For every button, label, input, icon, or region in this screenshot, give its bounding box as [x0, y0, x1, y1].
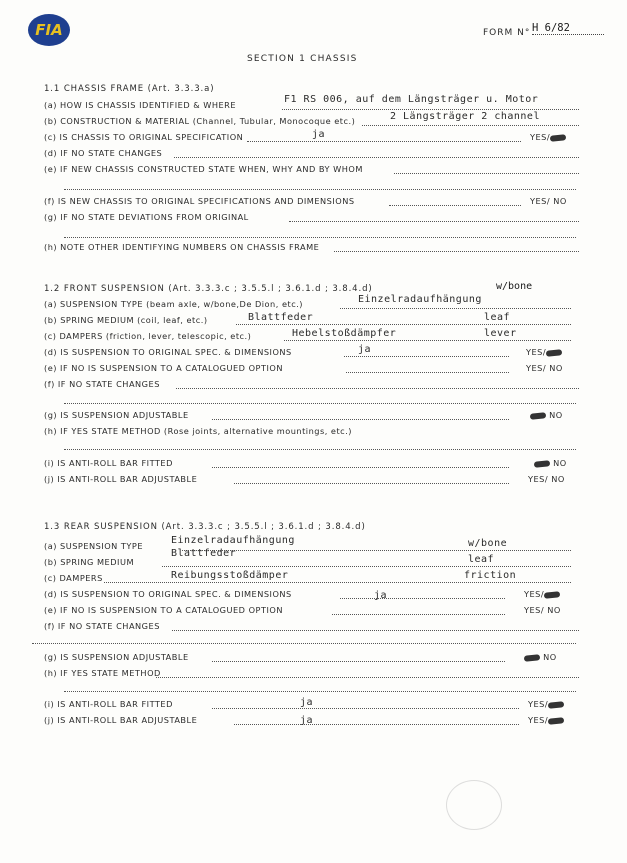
- rear-b-value: Blattfeder: [171, 548, 237, 559]
- section-title: SECTION 1 CHASSIS: [247, 54, 358, 64]
- front-c-value2: lever: [484, 328, 517, 339]
- front-row-j: [44, 474, 579, 486]
- rear-i-yesno: YES/: [528, 699, 564, 709]
- rear-j-value: ja: [300, 715, 314, 726]
- fia-logo-text: FIA: [35, 21, 63, 39]
- front-j-label: (j) IS ANTI-ROLL BAR ADJUSTABLE: [44, 474, 198, 484]
- rear-h-label: (h) IF YES STATE METHOD: [44, 668, 161, 678]
- front-e-yesno: YES/ NO: [526, 363, 563, 373]
- front-a-label: (a) SUSPENSION TYPE (beam axle, w/bone,De Dion, etc.): [44, 299, 303, 309]
- front-i-yesno: NO: [534, 458, 567, 468]
- frame-h-label: (h) NOTE OTHER IDENTIFYING NUMBERS ON CHASSIS FRAME: [44, 242, 320, 252]
- front-e-label: (e) IF NO IS SUSPENSION TO A CATALOGUED OPTION: [44, 363, 283, 373]
- struck-out-no-mark: [546, 349, 563, 357]
- front-b-value: Blattfeder: [248, 312, 314, 323]
- rear-row-b: [44, 548, 579, 569]
- frame-e-continuation: [64, 188, 576, 190]
- rear-row-j: [44, 715, 579, 727]
- front-row-c: [44, 328, 579, 343]
- struck-out-no-mark: [544, 591, 561, 599]
- rear-a-value: Einzelradaufhängung: [171, 535, 295, 546]
- rear-row-h: [44, 668, 579, 680]
- front-h-continuation: [64, 448, 576, 450]
- struck-out-yes-mark: [530, 412, 547, 420]
- rear-row-g: [44, 652, 579, 664]
- front-row-g: [44, 410, 579, 422]
- frame-g-label: (g) IF NO STATE DEVIATIONS FROM ORIGINAL: [44, 212, 249, 222]
- front-i-label: (i) IS ANTI-ROLL BAR FITTED: [44, 458, 173, 468]
- frame-d-label: (d) IF NO STATE CHANGES: [44, 148, 163, 158]
- rear-b-value2: leaf: [468, 554, 495, 565]
- front-d-label: (d) IS SUSPENSION TO ORIGINAL SPEC. & DIMENSIONS: [44, 347, 292, 357]
- faint-stamp: [446, 780, 502, 830]
- front-row-f: [44, 379, 579, 391]
- frame-row-b: [44, 111, 579, 128]
- rear-d-label: (d) IS SUSPENSION TO ORIGINAL SPEC. & DIMENSIONS: [44, 589, 292, 599]
- rear-c-label: (c) DAMPERS: [44, 573, 103, 583]
- front-row-h: [44, 426, 579, 438]
- front-g-yesno: NO: [530, 410, 563, 420]
- frame-a-label: (a) HOW IS CHASSIS IDENTIFIED & WHERE: [44, 100, 237, 110]
- rear-g-yesno: NO: [524, 652, 557, 662]
- front-f-label: (f) IF NO STATE CHANGES: [44, 379, 160, 389]
- front-c-label: (c) DAMPERS (friction, lever, telescopic, etc.): [44, 331, 252, 341]
- rear-h-continuation: [64, 690, 576, 692]
- rear-row-c: [44, 570, 579, 585]
- frame-row-f: [44, 196, 579, 208]
- frame-b-value: 2 Längsträger 2 channel: [390, 111, 540, 122]
- rear-row-f: [44, 621, 579, 633]
- fia-logo: [28, 14, 70, 46]
- front-d-value: ja: [358, 344, 372, 355]
- form-label: FORM N°: [483, 28, 531, 38]
- frame-g-continuation: [64, 236, 576, 238]
- rear-row-e: [44, 605, 579, 617]
- frame-row-h: [44, 242, 579, 254]
- chassis-frame-heading: 1.1 CHASSIS FRAME (Art. 3.3.3.a): [44, 84, 215, 94]
- frame-row-e: [44, 164, 579, 176]
- rear-e-yesno: YES/ NO: [524, 605, 561, 615]
- rear-i-value: ja: [300, 697, 314, 708]
- front-c-value: Hebelstoßdämpfer: [292, 328, 397, 339]
- front-a-value: Einzelradaufhängung: [358, 294, 482, 305]
- struck-out-no-mark: [548, 717, 565, 725]
- rear-a-value2: w/bone: [468, 538, 508, 549]
- front-b-label: (b) SPRING MEDIUM (coil, leaf, etc.): [44, 315, 208, 325]
- frame-row-d: [44, 148, 579, 160]
- rear-c-value2: friction: [464, 570, 517, 581]
- rear-i-label: (i) IS ANTI-ROLL BAR FITTED: [44, 699, 173, 709]
- frame-c-label: (c) IS CHASSIS TO ORIGINAL SPECIFICATION: [44, 132, 244, 142]
- struck-out-yes-mark: [534, 460, 551, 468]
- frame-c-value: ja: [312, 129, 326, 140]
- frame-f-label: (f) IS NEW CHASSIS TO ORIGINAL SPECIFICATIONS AND DIMENSIONS: [44, 196, 355, 206]
- rear-e-label: (e) IF NO IS SUSPENSION TO A CATALOGUED OPTION: [44, 605, 283, 615]
- front-h-label: (h) IF YES STATE METHOD (Rose joints, alternative mountings, etc.): [44, 426, 352, 436]
- form-number-value: [532, 22, 604, 35]
- rear-c-value: Reibungsstoßdämper: [171, 570, 289, 581]
- rear-d-yesno: YES/: [524, 589, 560, 599]
- frame-c-yesno: YES/: [530, 132, 566, 142]
- front-row-b: [44, 312, 579, 327]
- form-number-label: [483, 28, 530, 38]
- rear-g-label: (g) IS SUSPENSION ADJUSTABLE: [44, 652, 189, 662]
- frame-row-g: [44, 212, 579, 224]
- frame-e-label: (e) IF NEW CHASSIS CONSTRUCTED STATE WHEN, WHY AND BY WHOM: [44, 164, 363, 174]
- rear-row-d: [44, 589, 579, 601]
- front-heading-note: w/bone: [496, 281, 533, 292]
- rear-b-label: (b) SPRING MEDIUM: [44, 557, 135, 567]
- front-g-label: (g) IS SUSPENSION ADJUSTABLE: [44, 410, 189, 420]
- front-row-e: [44, 363, 579, 375]
- struck-out-no-mark: [550, 134, 567, 142]
- front-d-yesno: YES/: [526, 347, 562, 357]
- rear-f-label: (f) IF NO STATE CHANGES: [44, 621, 160, 631]
- struck-out-yes-mark: [524, 654, 541, 662]
- rear-f-continuation: [32, 642, 576, 644]
- front-suspension-heading: 1.2 FRONT SUSPENSION (Art. 3.3.3.c ; 3.5.5.l ; 3.6.1.d ; 3.8.4.d): [44, 284, 373, 294]
- front-j-yesno: YES/ NO: [528, 474, 565, 484]
- struck-out-no-mark: [548, 701, 565, 709]
- front-f-continuation: [64, 402, 576, 404]
- frame-a-value: F1 RS 006, auf dem Längsträger u. Motor: [284, 94, 539, 105]
- frame-b-label: (b) CONSTRUCTION & MATERIAL (Channel, Tubular, Monocoque etc.): [44, 116, 356, 126]
- front-row-i: [44, 458, 579, 470]
- rear-row-i: [44, 699, 579, 711]
- frame-f-yesno: YES/ NO: [530, 196, 567, 206]
- front-row-d: [44, 344, 579, 359]
- form-number: H 6/82: [532, 22, 570, 34]
- rear-a-label: (a) SUSPENSION TYPE: [44, 541, 144, 551]
- rear-row-a: [44, 535, 579, 553]
- frame-row-c: [44, 129, 579, 144]
- rear-j-yesno: YES/: [528, 715, 564, 725]
- front-b-value2: leaf: [484, 312, 511, 323]
- rear-j-label: (j) IS ANTI-ROLL BAR ADJUSTABLE: [44, 715, 198, 725]
- rear-d-value: ja: [374, 590, 388, 601]
- front-row-a: [44, 294, 579, 311]
- rear-suspension-heading: 1.3 REAR SUSPENSION (Art. 3.3.3.c ; 3.5.5.l ; 3.6.1.d ; 3.8.4.d): [44, 522, 366, 532]
